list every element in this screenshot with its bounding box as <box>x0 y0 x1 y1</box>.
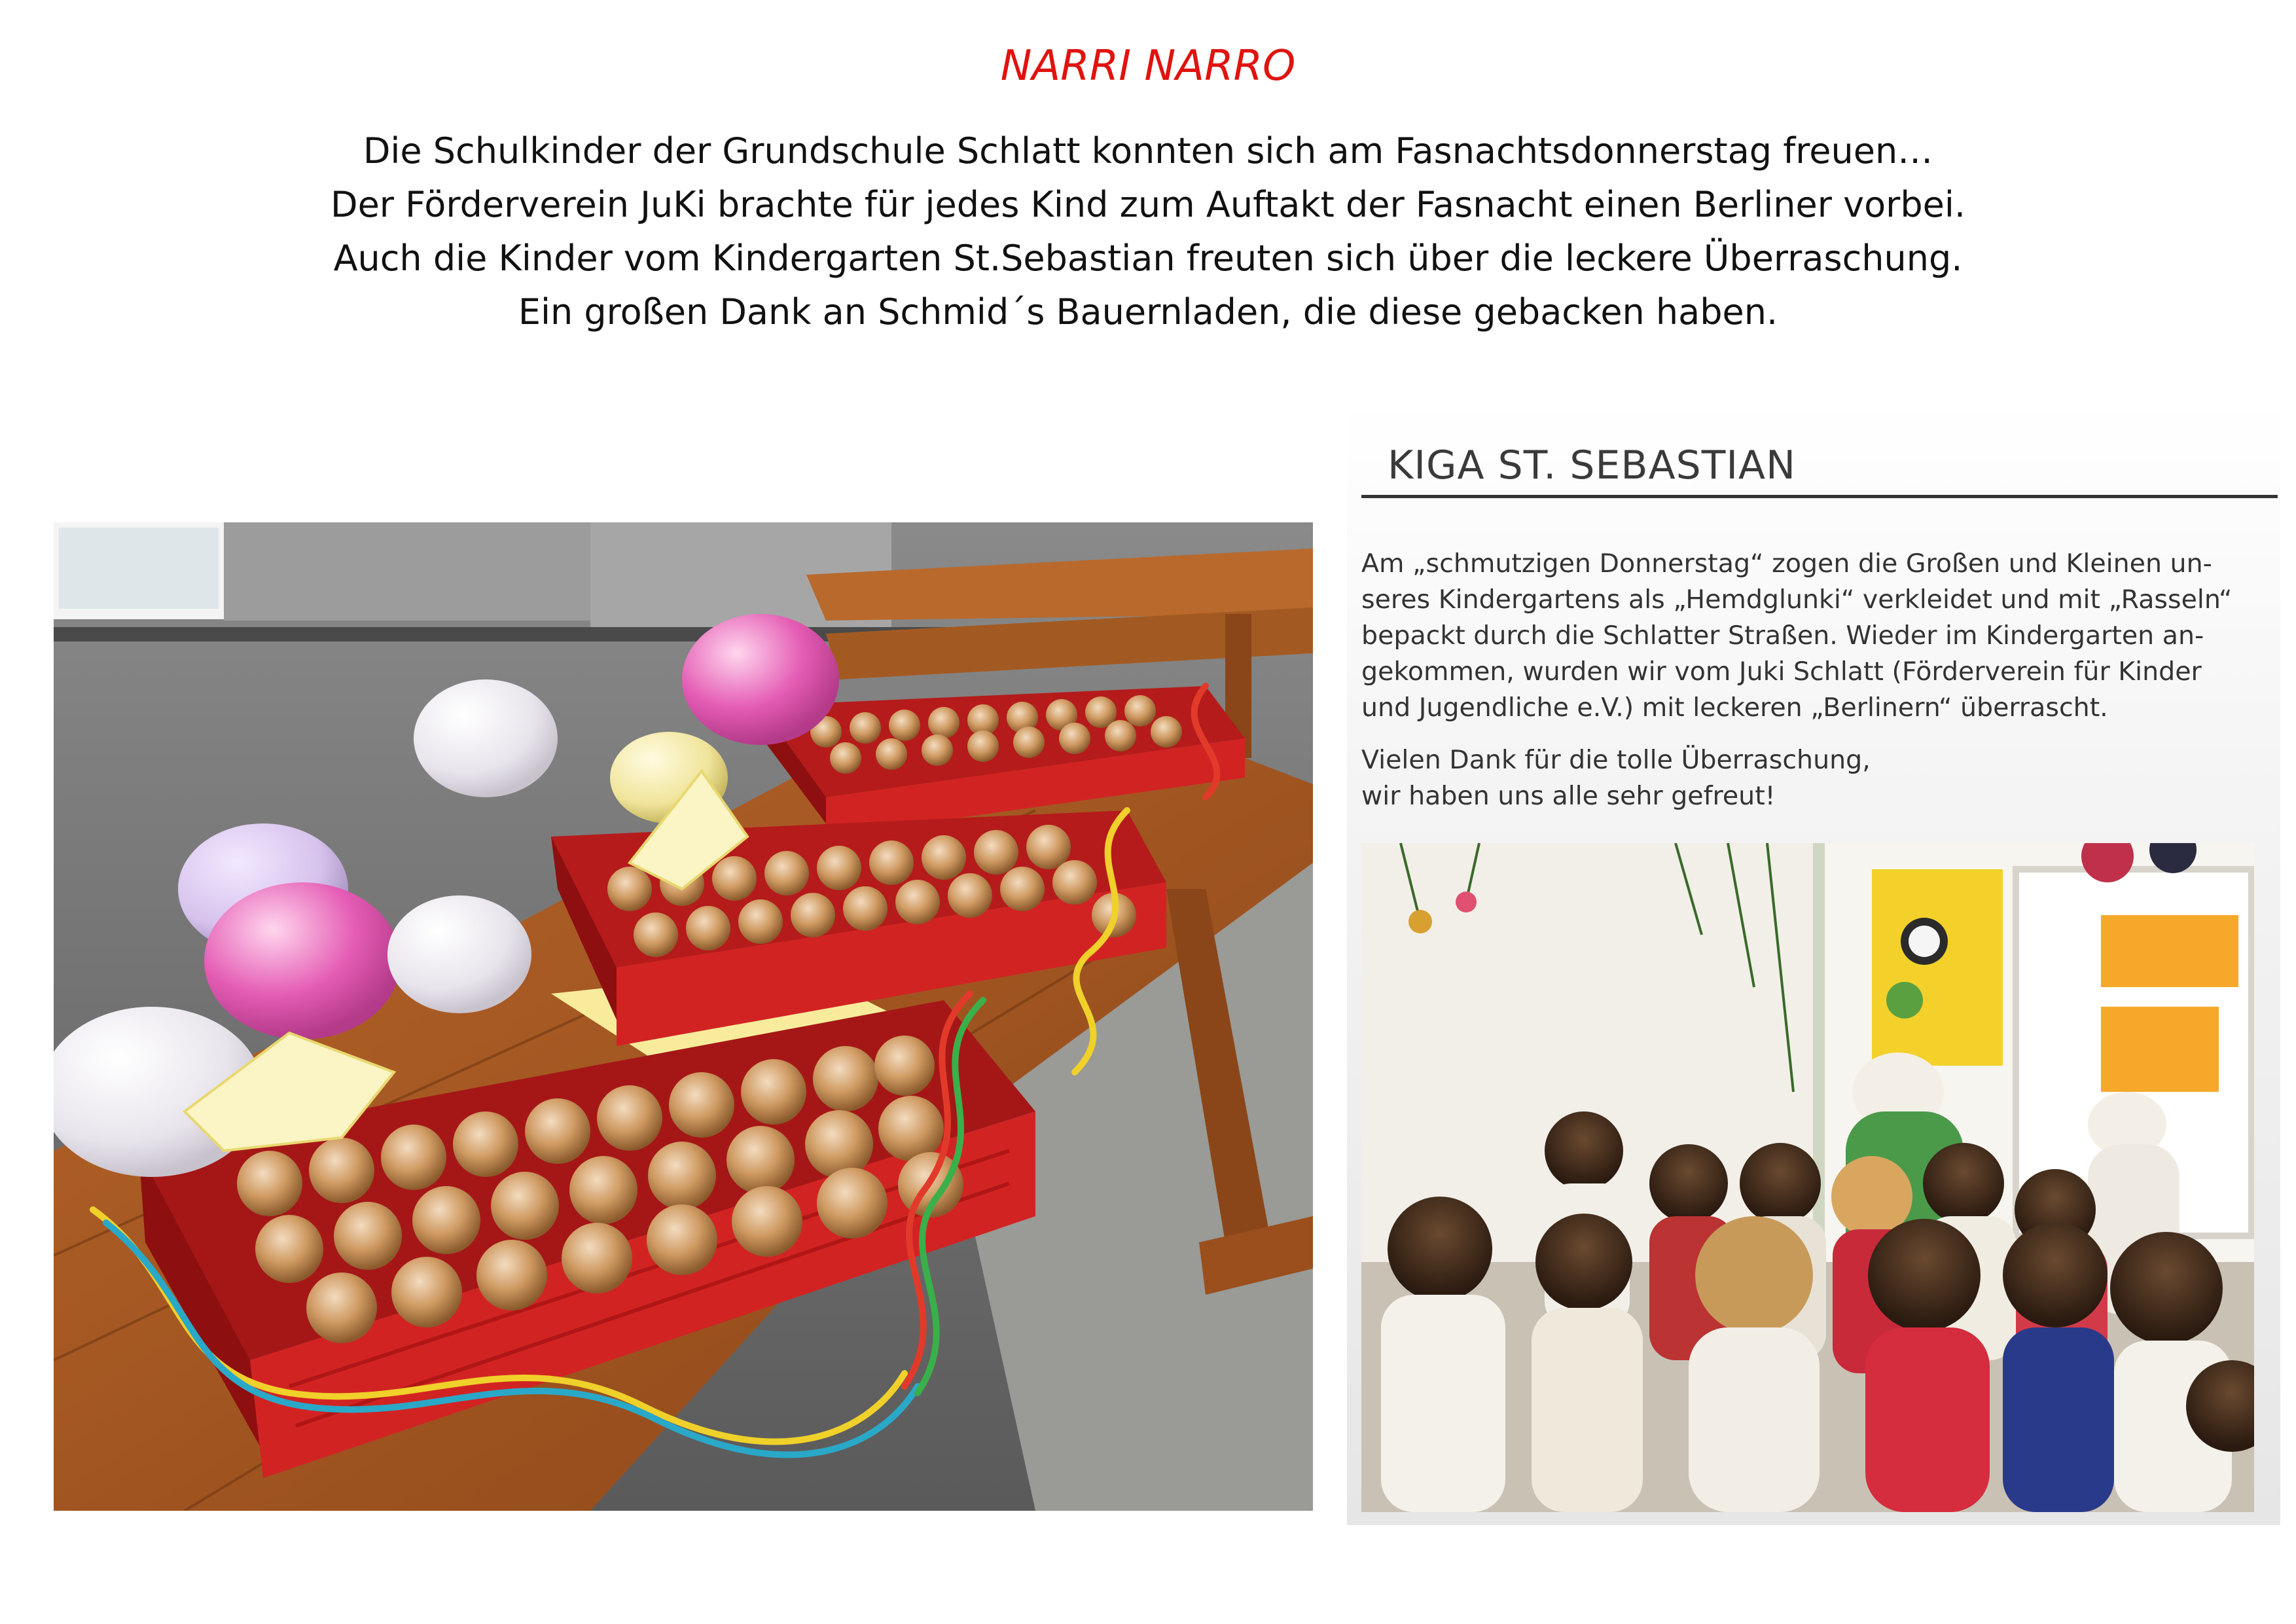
photo-berliner-crates <box>54 522 1313 1511</box>
intro-line: Ein großen Dank an Schmid´s Bauernladen, die diese gebacken haben. <box>518 291 1778 333</box>
paragraph-line: seres Kindergartens als „Hemdglunki“ verkleidet und mit „Rasseln“ <box>1361 585 2233 615</box>
photo-children-kindergarten <box>1361 843 2254 1512</box>
thanks-line: wir haben uns alle sehr gefreut! <box>1361 781 1776 811</box>
intro-line: Auch die Kinder vom Kindergarten St.Sebastian freuten sich über die leckere Überraschung. <box>333 238 1963 279</box>
intro-text <box>0 124 2296 339</box>
intro-line: Die Schulkinder der Grundschule Schlatt konnten sich am Fasnachtsdonnerstag freuen… <box>363 130 1933 171</box>
thanks-line: Vielen Dank für die tolle Überraschung, <box>1361 745 1871 775</box>
page-title: NARRI NARRO <box>1000 42 1296 90</box>
paragraph-line: bepackt durch die Schlatter Straßen. Wieder im Kindergarten an- <box>1361 621 2204 651</box>
photo-berliner-illustration <box>54 522 1313 1511</box>
heading-divider <box>1361 495 2278 498</box>
paragraph-line: Am „schmutzigen Donnerstag“ zogen die Großen und Kleinen un- <box>1361 549 2212 579</box>
clipping-paragraph <box>1361 546 2271 726</box>
intro-line: Der Förderverein JuKi brachte für jedes Kind zum Auftakt der Fasnacht einen Berliner vorbei. <box>330 184 1965 225</box>
clipping-thanks <box>1361 742 1871 814</box>
paragraph-line: gekommen, wurden wir vom Juki Schlatt (Förderverein für Kinder <box>1361 657 2202 687</box>
newspaper-clipping <box>1347 401 2280 1525</box>
photo-children-illustration <box>1361 843 2254 1512</box>
paragraph-line: und Jugendliche e.V.) mit leckeren „Berlinern“ überrascht. <box>1361 693 2108 723</box>
clipping-heading: KIGA ST. SEBASTIAN <box>1388 442 1796 488</box>
